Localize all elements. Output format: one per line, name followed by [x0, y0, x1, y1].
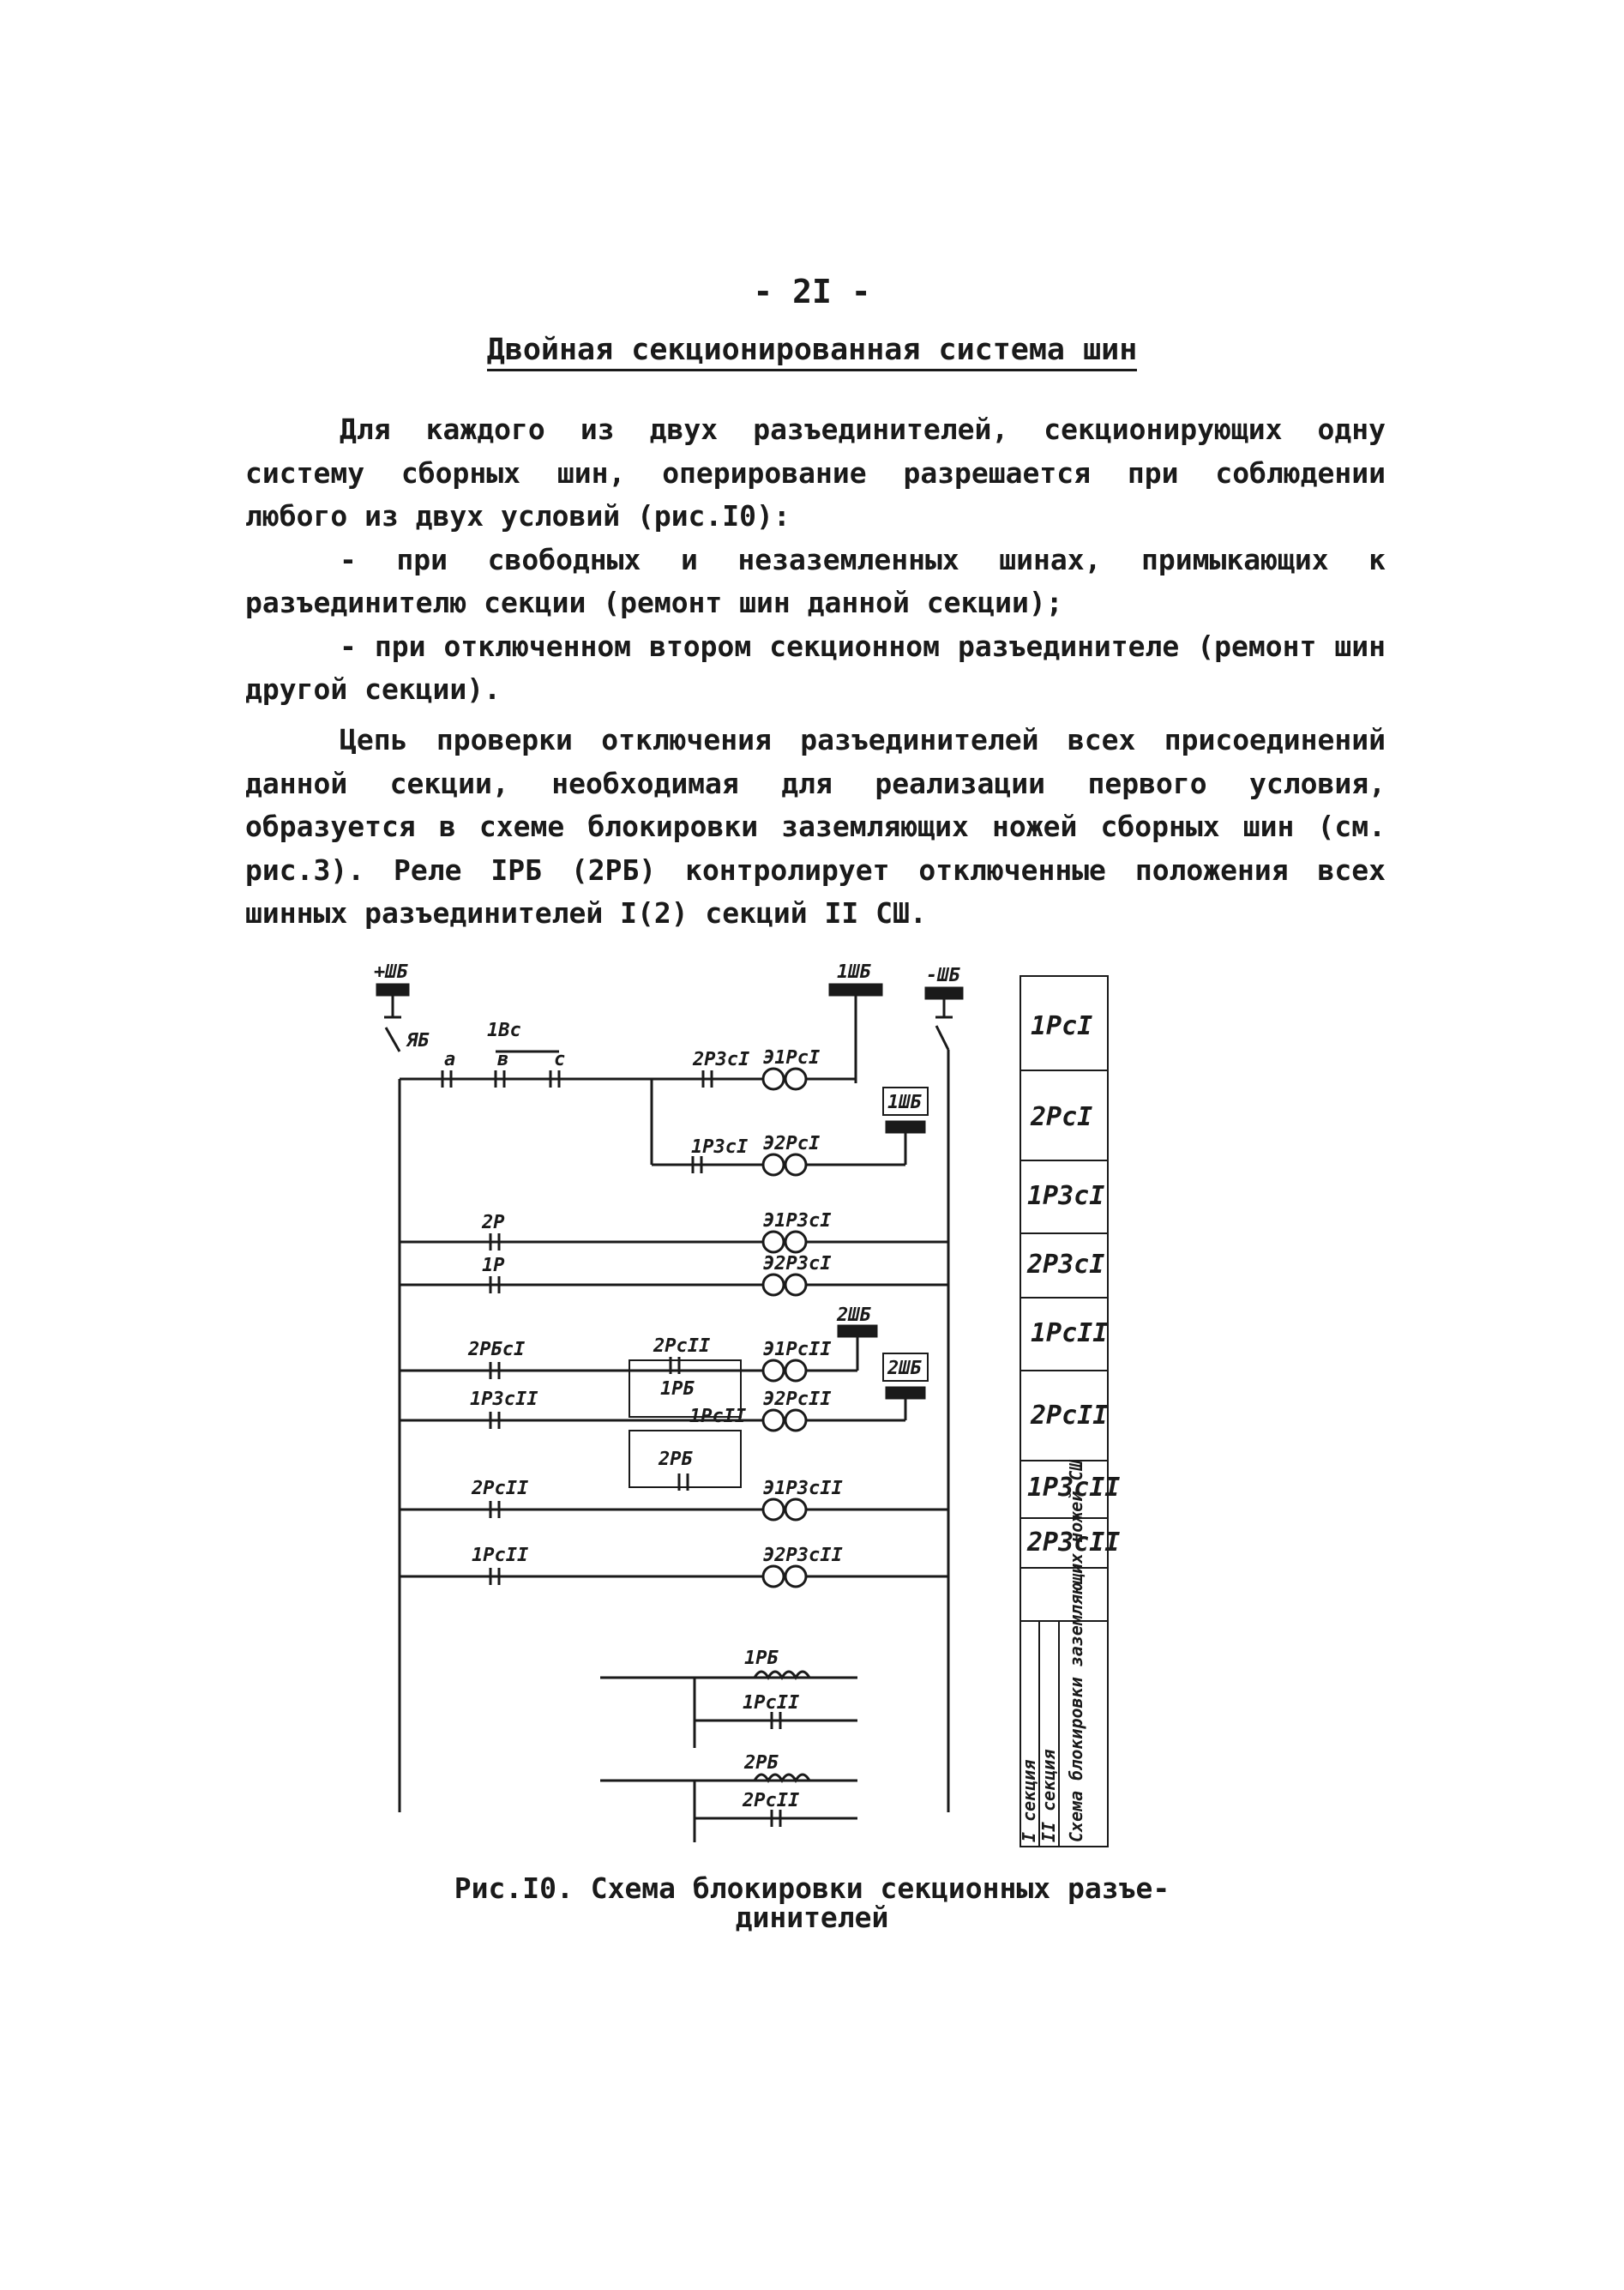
condition-1-text: - при свободных и незаземленных шинах, примыкающих к разъединителю секции (ремонт шин данной секции); — [245, 542, 1386, 619]
paragraph-2-text: Цепь проверки отключения разъединителей всех присоединений данной секции, необходимая для реализации первого условия, образуется в схеме блокировки заземляющих ножей сборных шин (см. рис.3). Реле IРБ (2РБ) контролирует отключенные положения всех шинных разъединителей I(2) секций II СШ. — [245, 723, 1386, 930]
inner-label-1rb: 1РБ — [660, 1378, 695, 1400]
table-cell-1rs2: 1РсII — [1031, 1318, 1109, 1348]
bus-1shb-small — [887, 1122, 924, 1132]
row-4-contact: 1РЗсII — [470, 1389, 538, 1410]
rung-1 — [400, 1232, 948, 1252]
label-a: а — [444, 1049, 456, 1070]
relay-2rb-circuit — [600, 1775, 857, 1842]
table-cell-2rzs2: 2РЗсII — [1027, 1528, 1121, 1558]
coil-e2rs1-b — [785, 1154, 806, 1175]
bus-minus-shb — [926, 988, 962, 998]
label-1vs: 1Вс — [487, 1020, 521, 1041]
bus-1shb — [830, 985, 881, 995]
row-5-contact: 2РсII — [472, 1478, 529, 1499]
switch-yab — [386, 1027, 400, 1052]
caption-line-1: Рис.I0. Схема блокировки секционных разъе- — [454, 1871, 1170, 1905]
vertical-label-scheme: Схема блокировки заземляющих ножей СШ — [1066, 1460, 1086, 1842]
rung-4 — [400, 1353, 928, 1491]
label-c: с — [554, 1049, 566, 1070]
paragraph-1-text: Для каждого из двух разъединителей, секционирующих одну систему сборных шин, оперирование разрешается при соблюдении любого из двух условий (рис.I0): — [245, 413, 1386, 533]
vertical-label-section-2: II секция — [1038, 1749, 1059, 1842]
lower-label-2rs2: 2РсII — [743, 1790, 800, 1811]
inner-label-2rb: 2РБ — [659, 1449, 693, 1470]
lower-label-2rb: 2РБ — [744, 1752, 779, 1774]
caption-line-2: динителей — [735, 1901, 889, 1934]
coil-e2rs1-a — [763, 1154, 784, 1175]
label-e1rs1-top: Э1РсI — [763, 1047, 821, 1069]
row-1-contact: 2Р — [482, 1212, 505, 1233]
inner-label-1rs2: 1РсII — [689, 1406, 747, 1427]
row-3-contact: 2РБсI — [468, 1339, 526, 1360]
row-2-contact: 1Р — [482, 1255, 505, 1276]
relay-1rb-circuit — [600, 1672, 857, 1748]
table-cell-2rzs1: 2РЗсI — [1027, 1250, 1105, 1280]
row-2-coil: Э2РЗсI — [763, 1253, 832, 1275]
table-cell-2rs2: 2РсII — [1031, 1401, 1109, 1431]
row-1-coil: Э1РЗсI — [763, 1210, 832, 1232]
row-6-contact: 1РсII — [472, 1545, 529, 1566]
rung-6 — [400, 1566, 948, 1587]
coil-e1rs1-b — [785, 1069, 806, 1089]
switch-minus — [936, 1026, 948, 1050]
label-2shb: 2ШБ — [837, 1305, 871, 1326]
inner-label-2rs2: 2РсII — [653, 1335, 711, 1357]
paragraph-1 — [245, 408, 1386, 712]
label-e2rs1-top: Э2РсI — [763, 1133, 821, 1154]
label-1rz-top: 1РЗсI — [691, 1136, 749, 1158]
section-heading-text: Двойная секционированная система шин — [487, 333, 1138, 371]
label-2rz-top: 2РЗсI — [693, 1049, 750, 1070]
figure-caption — [0, 1871, 1624, 1934]
table-cell-1rs1: 1РсI — [1031, 1011, 1093, 1041]
table-cell-2rs1: 2РсI — [1031, 1102, 1093, 1132]
coil-e1rs1-a — [763, 1069, 784, 1089]
label-1shb: 1ШБ — [837, 961, 871, 983]
table-cell-1rzs2: 1РЗсII — [1027, 1473, 1121, 1503]
label-b: в — [497, 1049, 509, 1070]
lower-label-1rs2: 1РсII — [743, 1692, 800, 1714]
box-label-2shb: 2ШБ — [887, 1358, 922, 1379]
page-number: - 2I - — [753, 273, 871, 310]
interlock-circuit-diagram — [334, 950, 1175, 1868]
rung-2 — [400, 1275, 948, 1295]
row-6-coil: Э2РЗсII — [763, 1545, 843, 1566]
rung-5 — [400, 1499, 948, 1520]
label-yab: ЯБ — [406, 1030, 430, 1052]
vertical-label-section-1: I секция — [1019, 1759, 1039, 1842]
paragraph-2 — [245, 719, 1386, 936]
section-heading — [0, 333, 1624, 367]
lower-label-1rb: 1РБ — [744, 1648, 779, 1669]
condition-2-text: - при отключенном втором секционном разъединителе (ремонт шин другой секции). — [245, 629, 1386, 706]
row-3-coil: Э1РсII — [763, 1339, 832, 1360]
box-label-1shb: 1ШБ — [887, 1092, 922, 1113]
row-5-coil: Э1РЗсII — [763, 1478, 843, 1499]
label-minus-shb: -ШБ — [926, 965, 960, 986]
table-cell-1rzs1: 1РЗсI — [1027, 1181, 1105, 1211]
row-4-coil: Э2РсII — [763, 1389, 832, 1410]
bus-plus-shb — [377, 985, 408, 995]
label-plus-shb: +ШБ — [374, 961, 408, 983]
